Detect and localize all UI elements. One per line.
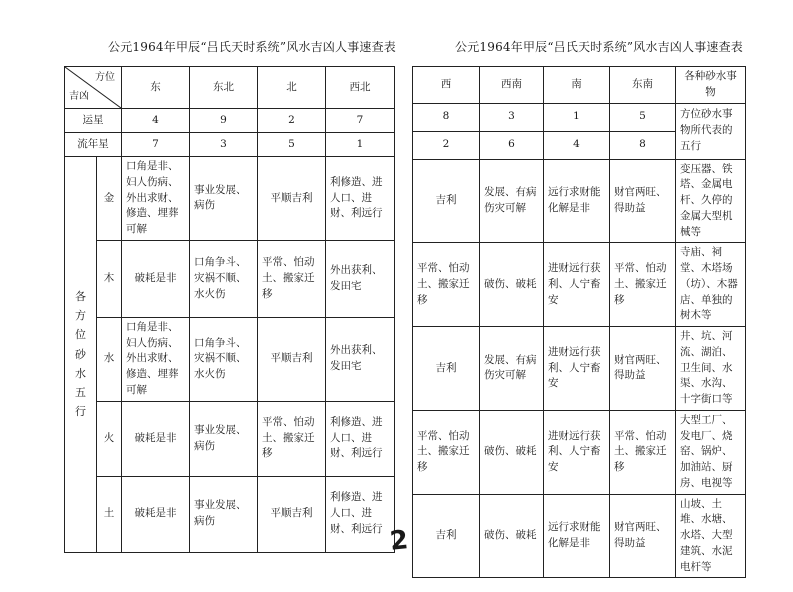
corner-header-cell <box>65 67 122 109</box>
value-cell: 8 <box>413 103 480 131</box>
header-east: 东 <box>122 67 190 109</box>
element-row-water <box>413 327 746 411</box>
element-row-metal <box>65 157 395 241</box>
element-row-wood <box>413 243 746 327</box>
fortune-cell: 财官两旺、得助益 <box>610 327 676 411</box>
right-table-title: 公元1964年甲辰“吕氏天时系统”风水吉凶人事速查表 <box>455 40 744 54</box>
value-cell: 4 <box>544 131 610 159</box>
fortune-cell: 平顺吉利 <box>258 317 326 401</box>
row-label: 运星 <box>65 109 122 133</box>
value-cell: 8 <box>610 131 676 159</box>
fortune-cell: 远行求财能化解是非 <box>544 159 610 243</box>
fortune-cell: 进财远行获利、人宁畜安 <box>544 243 610 327</box>
yunxing-row <box>65 109 395 133</box>
fortune-cell: 财官两旺、得助益 <box>610 159 676 243</box>
value-cell: 3 <box>190 133 258 157</box>
header-northwest: 西北 <box>326 67 395 109</box>
header-things: 各种砂水事物 <box>676 67 746 104</box>
value-cell: 2 <box>258 109 326 133</box>
element-name: 水 <box>97 317 122 401</box>
value-cell: 6 <box>480 131 544 159</box>
things-description-cell: 方位砂水事物所代表的五行 <box>676 103 746 159</box>
fortune-cell: 破伤、破耗 <box>480 243 544 327</box>
things-cell: 寺庙、祠堂、木塔场（坊）、木器店、单独的树木等 <box>676 243 746 327</box>
fortune-cell: 平常、怕动土、搬家迁移 <box>610 243 676 327</box>
fortune-cell: 口角是非、妇人伤病、外出求财、修造、埋葬可解 <box>122 317 190 401</box>
fortune-cell: 平常、怕动土、搬家迁移 <box>258 240 326 317</box>
fortune-cell: 事业发展、病伤 <box>190 157 258 241</box>
fortune-cell: 利修造、进人口、进财、利远行 <box>326 401 395 476</box>
fortune-cell: 破耗是非 <box>122 240 190 317</box>
fortune-cell: 远行求财能化解是非 <box>544 494 610 578</box>
corner-fortune-label: 吉凶 <box>69 91 89 102</box>
things-cell: 大型工厂、发电厂、烧窑、锅炉、加油站、厨房、电视等 <box>676 410 746 494</box>
fortune-cell: 利修造、进人口、进财、利远行 <box>326 157 395 241</box>
fortune-cell: 吉利 <box>413 327 480 411</box>
element-row-earth <box>413 494 746 578</box>
value-cell: 5 <box>258 133 326 157</box>
element-row-metal <box>413 159 746 243</box>
fortune-cell: 口角是非、妇人伤病、外出求财、修造、埋葬可解 <box>122 157 190 241</box>
header-southeast: 东南 <box>610 67 676 104</box>
element-name: 火 <box>97 401 122 476</box>
fortune-cell: 破耗是非 <box>122 401 190 476</box>
value-cell: 3 <box>480 103 544 131</box>
value-cell: 1 <box>544 103 610 131</box>
element-row-earth <box>65 476 395 552</box>
fortune-cell: 事业发展、病伤 <box>190 476 258 552</box>
left-fengshui-table <box>64 66 395 553</box>
row-label: 流年星 <box>65 133 122 157</box>
yunxing-row <box>413 103 746 131</box>
element-row-water <box>65 317 395 401</box>
fortune-cell: 财官两旺、得助益 <box>610 494 676 578</box>
fortune-cell: 破耗是非 <box>122 476 190 552</box>
corner-direction-label: 方位 <box>95 72 115 83</box>
things-cell: 井、坑、河流、湖泊、卫生间、水渠、水沟、十字街口等 <box>676 327 746 411</box>
page-number: 2 <box>388 525 410 557</box>
fortune-cell: 进财远行获利、人宁畜安 <box>544 327 610 411</box>
fortune-cell: 利修造、进人口、进财、利远行 <box>326 476 395 552</box>
header-south: 南 <box>544 67 610 104</box>
element-row-wood <box>65 240 395 317</box>
fortune-cell: 破伤、破耗 <box>480 410 544 494</box>
liunian-row <box>65 133 395 157</box>
fortune-cell: 进财远行获利、人宁畜安 <box>544 410 610 494</box>
header-northeast: 东北 <box>190 67 258 109</box>
fortune-cell: 发展、有病伤灾可解 <box>480 159 544 243</box>
fortune-cell: 外出获利、发田宅 <box>326 240 395 317</box>
fortune-cell: 事业发展、病伤 <box>190 401 258 476</box>
fortune-cell: 平常、怕动土、搬家迁移 <box>413 410 480 494</box>
value-cell: 4 <box>122 109 190 133</box>
fortune-cell: 发展、有病伤灾可解 <box>480 327 544 411</box>
element-name: 木 <box>97 240 122 317</box>
fortune-cell: 口角争斗、灾祸不顺、水火伤 <box>190 317 258 401</box>
element-name: 土 <box>97 476 122 552</box>
value-cell: 9 <box>190 109 258 133</box>
element-row-fire <box>413 410 746 494</box>
fortune-cell: 吉利 <box>413 159 480 243</box>
left-table-title: 公元1964年甲辰“吕氏天时系统”风水吉凶人事速查表 <box>108 40 397 54</box>
element-name: 金 <box>97 157 122 241</box>
fortune-cell: 平常、怕动土、搬家迁移 <box>258 401 326 476</box>
fortune-cell: 平顺吉利 <box>258 476 326 552</box>
fortune-cell: 破伤、破耗 <box>480 494 544 578</box>
value-cell: 2 <box>413 131 480 159</box>
fortune-cell: 平常、怕动土、搬家迁移 <box>610 410 676 494</box>
header-north: 北 <box>258 67 326 109</box>
fortune-cell: 外出获利、发田宅 <box>326 317 395 401</box>
value-cell: 5 <box>610 103 676 131</box>
header-row <box>65 67 395 109</box>
things-cell: 变压器、铁塔、金属电杆、久停的金属大型机械等 <box>676 159 746 243</box>
things-cell: 山坡、土堆、水塘、水塔、大型建筑、水泥电杆等 <box>676 494 746 578</box>
header-southwest: 西南 <box>480 67 544 104</box>
header-west: 西 <box>413 67 480 104</box>
header-row <box>413 67 746 104</box>
value-cell: 7 <box>122 133 190 157</box>
element-row-fire <box>65 401 395 476</box>
right-fengshui-table <box>412 66 746 578</box>
value-cell: 1 <box>326 133 395 157</box>
fortune-cell: 口角争斗、灾祸不顺、水火伤 <box>190 240 258 317</box>
fortune-cell: 平常、怕动土、搬家迁移 <box>413 243 480 327</box>
side-label-wuxing: 各 方 位 砂 水 五 行 <box>65 157 97 553</box>
fortune-cell: 平顺吉利 <box>258 157 326 241</box>
value-cell: 7 <box>326 109 395 133</box>
fortune-cell: 吉利 <box>413 494 480 578</box>
